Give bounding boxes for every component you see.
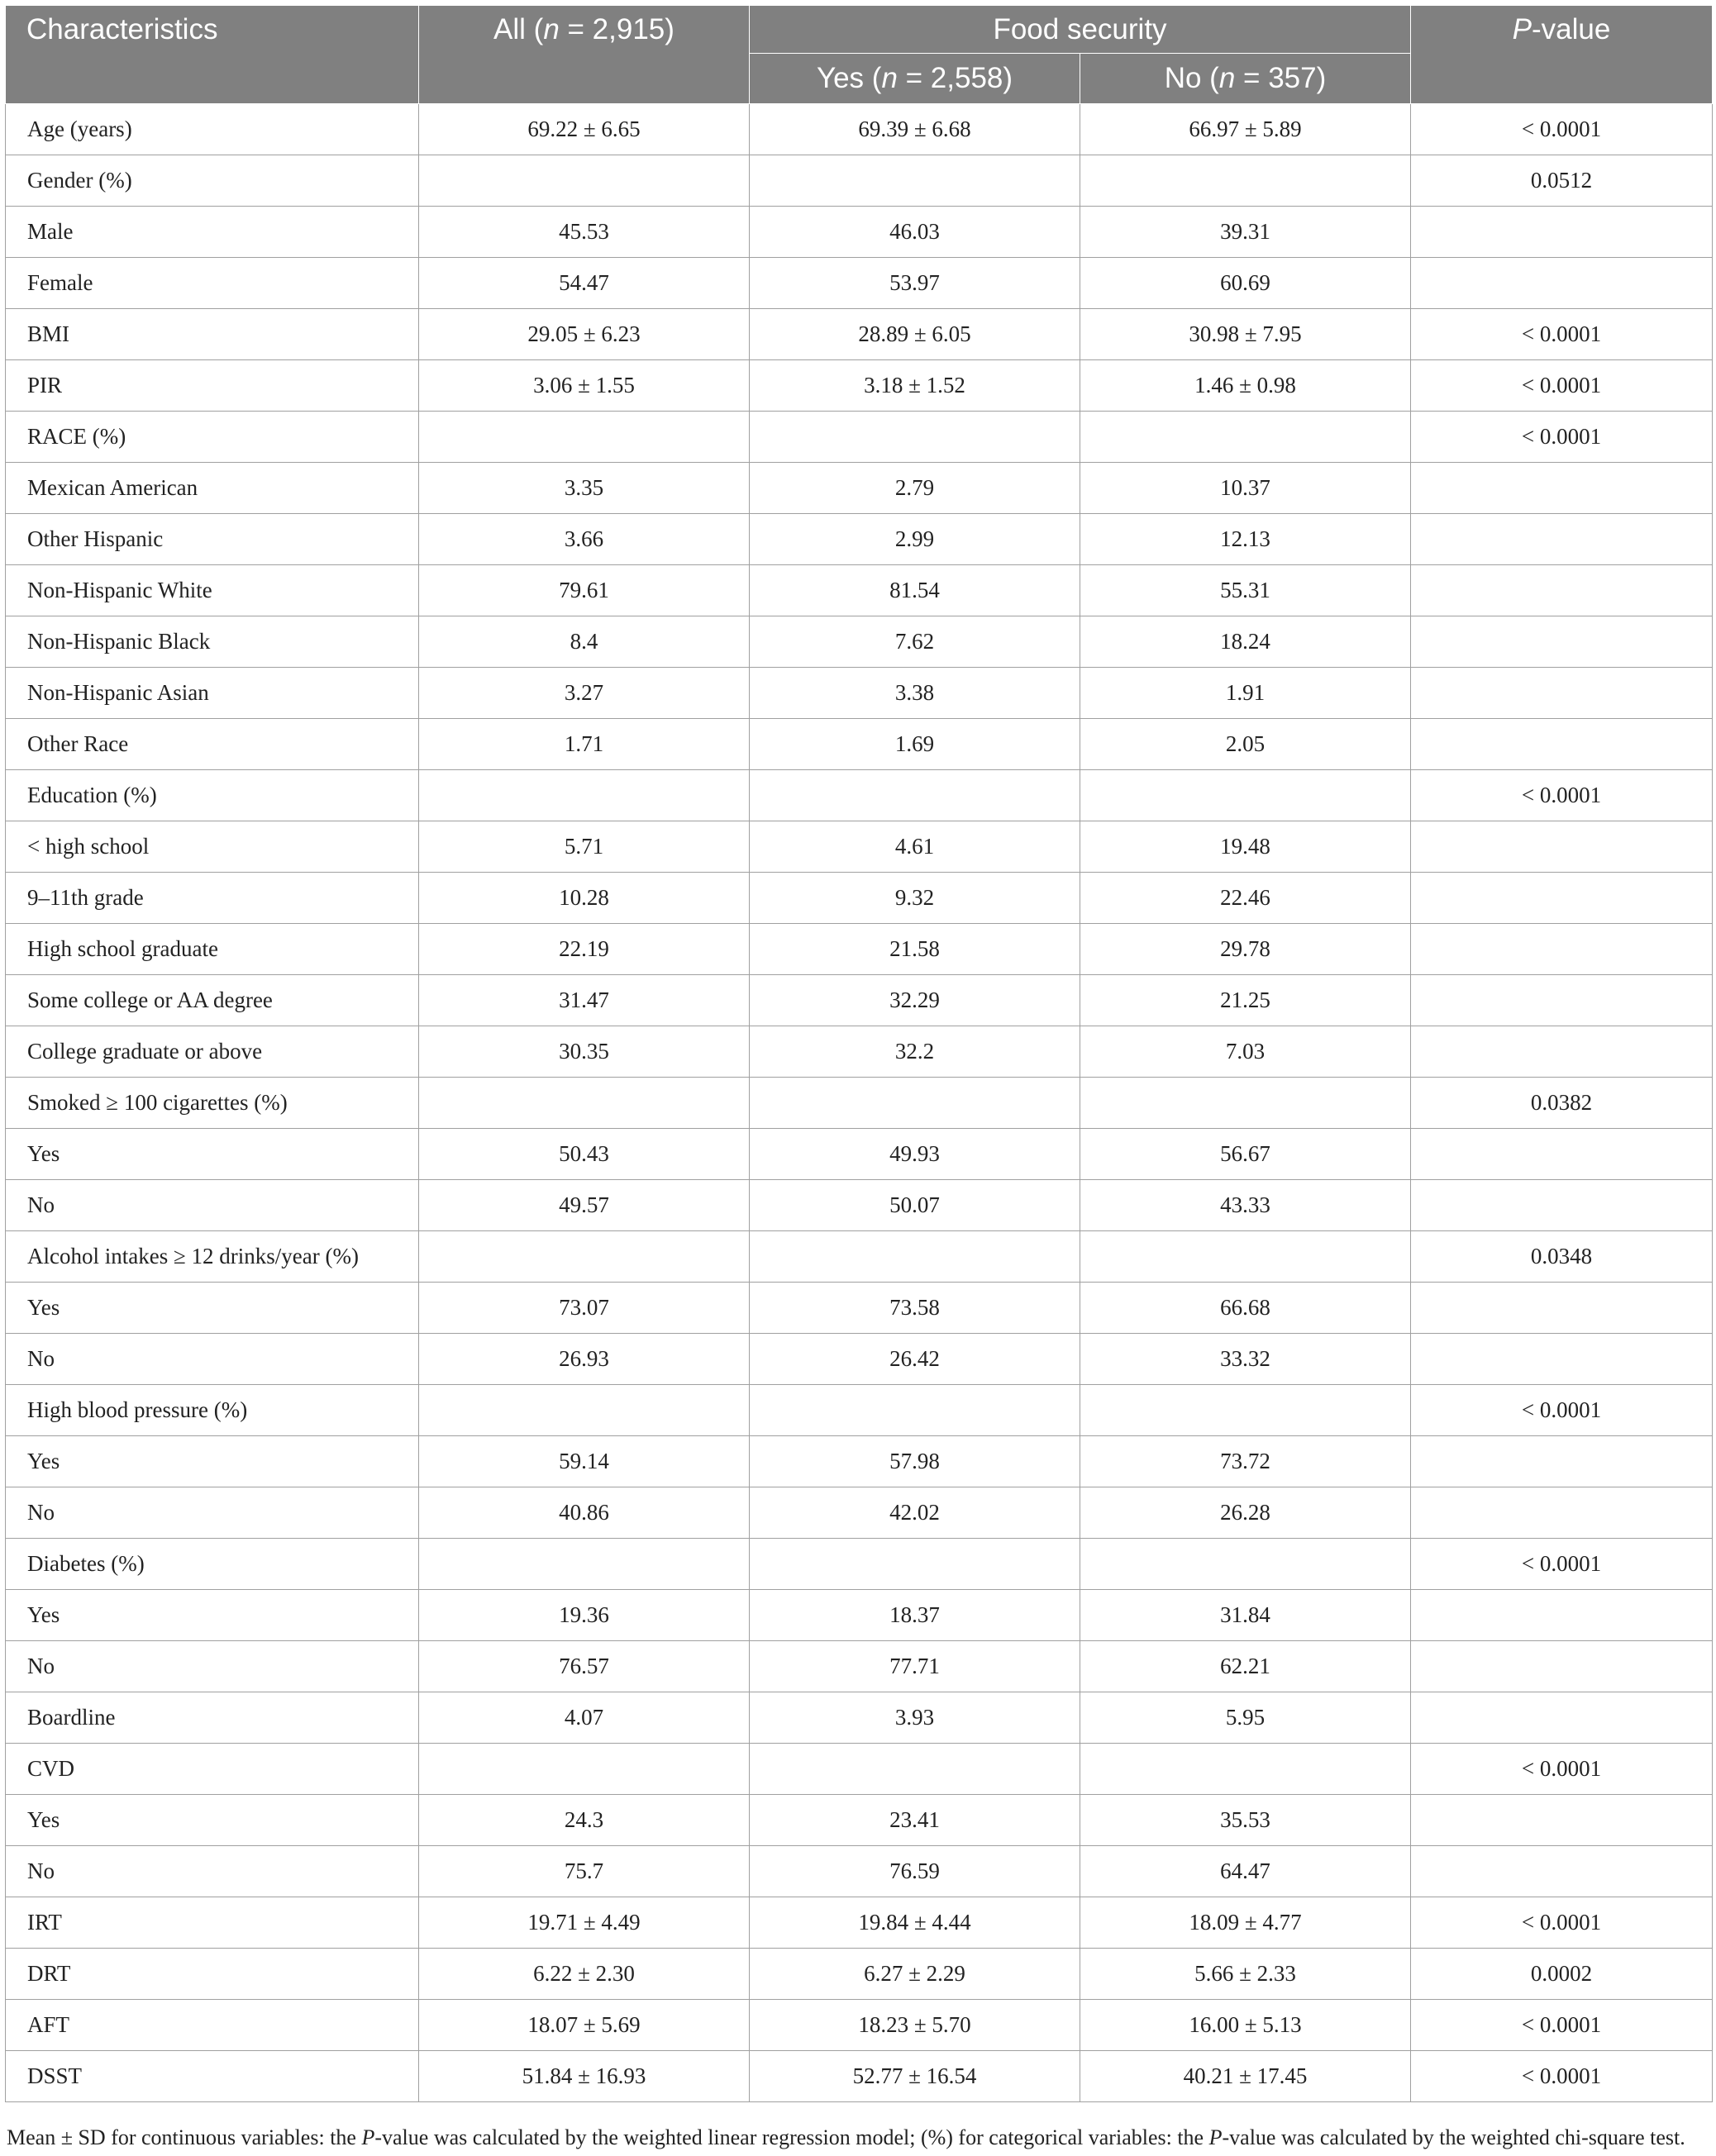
cell-p-value	[1411, 1180, 1713, 1231]
table-row	[6, 873, 1713, 924]
table-row	[6, 1436, 1713, 1487]
cell-food-secure-yes	[750, 1078, 1080, 1129]
cell-food-secure-yes: 21.58	[750, 924, 1080, 975]
cell-food-secure-no: 5.95	[1080, 1692, 1411, 1744]
header-all-suffix: = 2,915)	[559, 13, 674, 45]
cell-food-secure-no: 19.48	[1080, 821, 1411, 873]
header-p-suffix: -value	[1532, 13, 1611, 45]
cell-p-value: < 0.0001	[1411, 360, 1713, 412]
cell-p-value	[1411, 668, 1713, 719]
cell-p-value	[1411, 616, 1713, 668]
cell-all	[419, 1744, 750, 1795]
cell-food-secure-no: 10.37	[1080, 463, 1411, 514]
table-header	[6, 6, 1713, 104]
table-row	[6, 1641, 1713, 1692]
cell-p-value	[1411, 514, 1713, 565]
cell-food-secure-yes: 4.61	[750, 821, 1080, 873]
row-label: Some college or AA degree	[6, 975, 419, 1026]
row-label: AFT	[6, 2000, 419, 2051]
header-no-suffix: = 357)	[1235, 62, 1327, 94]
cell-food-secure-no: 2.05	[1080, 719, 1411, 770]
header-characteristics: Characteristics	[6, 6, 419, 104]
header-yes-suffix: = 2,558)	[897, 62, 1013, 94]
footnote-part2: -value was calculated by the weighted linear regression model; (%) for categorical variables: the	[374, 2125, 1209, 2149]
cell-food-secure-no: 60.69	[1080, 258, 1411, 309]
table-row	[6, 1231, 1713, 1283]
table-row	[6, 1129, 1713, 1180]
row-label: Non-Hispanic White	[6, 565, 419, 616]
cell-all: 3.27	[419, 668, 750, 719]
cell-p-value	[1411, 565, 1713, 616]
cell-p-value	[1411, 975, 1713, 1026]
cell-food-secure-no: 43.33	[1080, 1180, 1411, 1231]
table-footnote	[7, 2125, 1709, 2150]
cell-all: 6.22 ± 2.30	[419, 1949, 750, 2000]
footnote-part1: Mean ± SD for continuous variables: the	[7, 2125, 362, 2149]
cell-food-secure-no: 40.21 ± 17.45	[1080, 2051, 1411, 2102]
cell-p-value: < 0.0001	[1411, 2051, 1713, 2102]
cell-food-secure-yes: 23.41	[750, 1795, 1080, 1846]
table-row	[6, 1026, 1713, 1078]
cell-p-value: < 0.0001	[1411, 1385, 1713, 1436]
table-row	[6, 1078, 1713, 1129]
row-label: Yes	[6, 1590, 419, 1641]
row-label: No	[6, 1641, 419, 1692]
cell-food-secure-no: 66.68	[1080, 1283, 1411, 1334]
cell-p-value	[1411, 873, 1713, 924]
cell-food-secure-yes: 73.58	[750, 1283, 1080, 1334]
cell-all: 3.06 ± 1.55	[419, 360, 750, 412]
cell-p-value: < 0.0001	[1411, 2000, 1713, 2051]
cell-p-value	[1411, 1641, 1713, 1692]
cell-p-value	[1411, 1590, 1713, 1641]
cell-all: 50.43	[419, 1129, 750, 1180]
cell-food-secure-no: 5.66 ± 2.33	[1080, 1949, 1411, 2000]
cell-all: 73.07	[419, 1283, 750, 1334]
header-p-value	[1411, 6, 1713, 104]
table-row	[6, 1897, 1713, 1949]
cell-all: 29.05 ± 6.23	[419, 309, 750, 360]
cell-all: 1.71	[419, 719, 750, 770]
table-row	[6, 1692, 1713, 1744]
cell-food-secure-yes: 3.38	[750, 668, 1080, 719]
cell-all: 4.07	[419, 1692, 750, 1744]
table-row	[6, 616, 1713, 668]
header-all-prefix: All (	[493, 13, 544, 45]
header-yes-n: n	[881, 62, 898, 94]
cell-food-secure-no: 1.91	[1080, 668, 1411, 719]
cell-all: 31.47	[419, 975, 750, 1026]
cell-food-secure-no: 18.09 ± 4.77	[1080, 1897, 1411, 1949]
cell-food-secure-yes: 42.02	[750, 1487, 1080, 1539]
cell-food-secure-no: 31.84	[1080, 1590, 1411, 1641]
cell-p-value: < 0.0001	[1411, 104, 1713, 155]
cell-p-value: < 0.0001	[1411, 1539, 1713, 1590]
cell-p-value	[1411, 1334, 1713, 1385]
cell-food-secure-yes: 53.97	[750, 258, 1080, 309]
cell-all: 5.71	[419, 821, 750, 873]
cell-food-secure-no: 21.25	[1080, 975, 1411, 1026]
cell-food-secure-no	[1080, 155, 1411, 207]
row-label: Boardline	[6, 1692, 419, 1744]
cell-food-secure-no: 66.97 ± 5.89	[1080, 104, 1411, 155]
cell-all: 3.66	[419, 514, 750, 565]
cell-all: 49.57	[419, 1180, 750, 1231]
cell-food-secure-no: 33.32	[1080, 1334, 1411, 1385]
cell-all: 30.35	[419, 1026, 750, 1078]
table-row	[6, 1487, 1713, 1539]
cell-food-secure-yes: 7.62	[750, 616, 1080, 668]
row-label: No	[6, 1487, 419, 1539]
row-label: IRT	[6, 1897, 419, 1949]
cell-all: 19.71 ± 4.49	[419, 1897, 750, 1949]
cell-food-secure-no: 56.67	[1080, 1129, 1411, 1180]
cell-p-value	[1411, 1436, 1713, 1487]
cell-p-value	[1411, 1692, 1713, 1744]
cell-food-secure-yes: 18.23 ± 5.70	[750, 2000, 1080, 2051]
table-row	[6, 1283, 1713, 1334]
table-row	[6, 1846, 1713, 1897]
cell-p-value: < 0.0001	[1411, 770, 1713, 821]
cell-food-secure-no	[1080, 1078, 1411, 1129]
cell-food-secure-yes: 26.42	[750, 1334, 1080, 1385]
cell-all	[419, 770, 750, 821]
header-no-prefix: No (	[1164, 62, 1219, 94]
table-row	[6, 565, 1713, 616]
cell-all: 18.07 ± 5.69	[419, 2000, 750, 2051]
cell-food-secure-no	[1080, 1385, 1411, 1436]
footnote-part3: -value was calculated by the weighted chi-square test.	[1222, 2125, 1685, 2149]
cell-food-secure-yes: 6.27 ± 2.29	[750, 1949, 1080, 2000]
cell-food-secure-yes	[750, 1539, 1080, 1590]
row-label: Age (years)	[6, 104, 419, 155]
cell-all: 40.86	[419, 1487, 750, 1539]
table-row	[6, 1539, 1713, 1590]
cell-all: 75.7	[419, 1846, 750, 1897]
table-row	[6, 1334, 1713, 1385]
cell-p-value	[1411, 463, 1713, 514]
cell-food-secure-yes: 18.37	[750, 1590, 1080, 1641]
cell-p-value: < 0.0001	[1411, 309, 1713, 360]
cell-all: 10.28	[419, 873, 750, 924]
cell-food-secure-yes: 3.93	[750, 1692, 1080, 1744]
cell-all: 3.35	[419, 463, 750, 514]
cell-food-secure-no	[1080, 770, 1411, 821]
cell-all: 26.93	[419, 1334, 750, 1385]
row-label: Yes	[6, 1795, 419, 1846]
cell-food-secure-yes: 77.71	[750, 1641, 1080, 1692]
row-label: Smoked ≥ 100 cigarettes (%)	[6, 1078, 419, 1129]
table-row	[6, 514, 1713, 565]
cell-food-secure-no	[1080, 412, 1411, 463]
row-label: RACE (%)	[6, 412, 419, 463]
table-container	[5, 5, 1712, 2102]
cell-all: 54.47	[419, 258, 750, 309]
cell-p-value	[1411, 1846, 1713, 1897]
row-label: PIR	[6, 360, 419, 412]
cell-all: 59.14	[419, 1436, 750, 1487]
row-label: BMI	[6, 309, 419, 360]
table-row	[6, 1180, 1713, 1231]
cell-food-secure-yes	[750, 155, 1080, 207]
cell-p-value: < 0.0001	[1411, 412, 1713, 463]
table-row	[6, 207, 1713, 258]
table-row	[6, 1590, 1713, 1641]
cell-p-value: < 0.0001	[1411, 1897, 1713, 1949]
cell-food-secure-no: 55.31	[1080, 565, 1411, 616]
table-row	[6, 719, 1713, 770]
cell-p-value	[1411, 1795, 1713, 1846]
header-all	[419, 6, 750, 104]
cell-p-value: 0.0512	[1411, 155, 1713, 207]
cell-all: 51.84 ± 16.93	[419, 2051, 750, 2102]
cell-food-secure-yes: 3.18 ± 1.52	[750, 360, 1080, 412]
cell-all	[419, 1231, 750, 1283]
row-label: Male	[6, 207, 419, 258]
cell-all: 19.36	[419, 1590, 750, 1641]
cell-p-value	[1411, 1026, 1713, 1078]
cell-food-secure-yes: 49.93	[750, 1129, 1080, 1180]
cell-all: 45.53	[419, 207, 750, 258]
cell-all	[419, 155, 750, 207]
table-row	[6, 104, 1713, 155]
cell-food-secure-yes: 46.03	[750, 207, 1080, 258]
cell-food-secure-yes: 76.59	[750, 1846, 1080, 1897]
header-yes-prefix: Yes (	[816, 62, 882, 94]
cell-all	[419, 1385, 750, 1436]
cell-food-secure-yes: 2.79	[750, 463, 1080, 514]
table-row	[6, 2051, 1713, 2102]
cell-food-secure-no: 62.21	[1080, 1641, 1411, 1692]
cell-food-secure-yes: 2.99	[750, 514, 1080, 565]
cell-food-secure-yes: 28.89 ± 6.05	[750, 309, 1080, 360]
header-no-n: n	[1218, 62, 1236, 94]
row-label: DSST	[6, 2051, 419, 2102]
row-label: 9–11th grade	[6, 873, 419, 924]
footnote-p1: P	[361, 2125, 375, 2149]
row-label: Yes	[6, 1283, 419, 1334]
cell-food-secure-yes: 81.54	[750, 565, 1080, 616]
cell-food-secure-no: 7.03	[1080, 1026, 1411, 1078]
cell-food-secure-yes: 32.2	[750, 1026, 1080, 1078]
header-no	[1080, 54, 1411, 104]
cell-food-secure-no: 12.13	[1080, 514, 1411, 565]
characteristics-table	[5, 5, 1713, 2102]
cell-food-secure-no	[1080, 1231, 1411, 1283]
cell-all: 24.3	[419, 1795, 750, 1846]
cell-food-secure-yes	[750, 1385, 1080, 1436]
cell-p-value	[1411, 1283, 1713, 1334]
row-label: < high school	[6, 821, 419, 873]
cell-all	[419, 1539, 750, 1590]
table-row	[6, 155, 1713, 207]
row-label: Female	[6, 258, 419, 309]
row-label: Education (%)	[6, 770, 419, 821]
row-label: CVD	[6, 1744, 419, 1795]
header-food-security: Food security	[750, 6, 1411, 54]
cell-p-value	[1411, 924, 1713, 975]
cell-food-secure-no	[1080, 1539, 1411, 1590]
row-label: Yes	[6, 1129, 419, 1180]
cell-p-value	[1411, 1487, 1713, 1539]
cell-food-secure-yes: 57.98	[750, 1436, 1080, 1487]
table-row	[6, 1385, 1713, 1436]
cell-food-secure-no	[1080, 1744, 1411, 1795]
table-row	[6, 463, 1713, 514]
table-row	[6, 1949, 1713, 2000]
table-row	[6, 360, 1713, 412]
cell-food-secure-yes	[750, 1744, 1080, 1795]
cell-food-secure-yes: 50.07	[750, 1180, 1080, 1231]
cell-p-value	[1411, 821, 1713, 873]
cell-food-secure-yes: 9.32	[750, 873, 1080, 924]
cell-food-secure-no: 30.98 ± 7.95	[1080, 309, 1411, 360]
table-row	[6, 1744, 1713, 1795]
footnote-p2: P	[1208, 2125, 1223, 2149]
cell-food-secure-yes: 19.84 ± 4.44	[750, 1897, 1080, 1949]
row-label: Diabetes (%)	[6, 1539, 419, 1590]
row-label: Other Race	[6, 719, 419, 770]
cell-all	[419, 412, 750, 463]
table-row	[6, 1795, 1713, 1846]
cell-p-value	[1411, 719, 1713, 770]
cell-food-secure-yes: 1.69	[750, 719, 1080, 770]
header-all-n: n	[543, 13, 560, 45]
row-label: Yes	[6, 1436, 419, 1487]
row-label: Mexican American	[6, 463, 419, 514]
cell-all: 69.22 ± 6.65	[419, 104, 750, 155]
cell-food-secure-yes: 52.77 ± 16.54	[750, 2051, 1080, 2102]
cell-food-secure-no: 35.53	[1080, 1795, 1411, 1846]
row-label: No	[6, 1334, 419, 1385]
row-label: High blood pressure (%)	[6, 1385, 419, 1436]
row-label: No	[6, 1180, 419, 1231]
cell-p-value	[1411, 258, 1713, 309]
row-label: DRT	[6, 1949, 419, 2000]
table-row	[6, 412, 1713, 463]
cell-p-value: 0.0382	[1411, 1078, 1713, 1129]
row-label: College graduate or above	[6, 1026, 419, 1078]
cell-food-secure-no: 16.00 ± 5.13	[1080, 2000, 1411, 2051]
cell-food-secure-no: 73.72	[1080, 1436, 1411, 1487]
cell-p-value: 0.0348	[1411, 1231, 1713, 1283]
cell-all: 79.61	[419, 565, 750, 616]
cell-food-secure-yes	[750, 412, 1080, 463]
cell-food-secure-yes: 32.29	[750, 975, 1080, 1026]
table-row	[6, 309, 1713, 360]
row-label: No	[6, 1846, 419, 1897]
cell-all: 76.57	[419, 1641, 750, 1692]
header-p-italic: P	[1512, 13, 1532, 45]
table-body	[6, 104, 1713, 2102]
cell-food-secure-yes	[750, 1231, 1080, 1283]
table-row	[6, 770, 1713, 821]
table-row	[6, 975, 1713, 1026]
table-row	[6, 924, 1713, 975]
cell-food-secure-no: 29.78	[1080, 924, 1411, 975]
row-label: Other Hispanic	[6, 514, 419, 565]
cell-food-secure-no: 1.46 ± 0.98	[1080, 360, 1411, 412]
cell-food-secure-no: 39.31	[1080, 207, 1411, 258]
cell-food-secure-yes	[750, 770, 1080, 821]
cell-all: 8.4	[419, 616, 750, 668]
cell-all	[419, 1078, 750, 1129]
table-row	[6, 2000, 1713, 2051]
cell-p-value	[1411, 1129, 1713, 1180]
cell-all: 22.19	[419, 924, 750, 975]
row-label: Alcohol intakes ≥ 12 drinks/year (%)	[6, 1231, 419, 1283]
row-label: Non-Hispanic Asian	[6, 668, 419, 719]
table-row	[6, 668, 1713, 719]
cell-food-secure-no: 26.28	[1080, 1487, 1411, 1539]
row-label: Non-Hispanic Black	[6, 616, 419, 668]
table-row	[6, 258, 1713, 309]
table-row	[6, 821, 1713, 873]
cell-food-secure-no: 18.24	[1080, 616, 1411, 668]
cell-p-value	[1411, 207, 1713, 258]
cell-food-secure-no: 22.46	[1080, 873, 1411, 924]
row-label: Gender (%)	[6, 155, 419, 207]
row-label: High school graduate	[6, 924, 419, 975]
cell-p-value: < 0.0001	[1411, 1744, 1713, 1795]
header-yes	[750, 54, 1080, 104]
cell-food-secure-yes: 69.39 ± 6.68	[750, 104, 1080, 155]
cell-food-secure-no: 64.47	[1080, 1846, 1411, 1897]
cell-p-value: 0.0002	[1411, 1949, 1713, 2000]
